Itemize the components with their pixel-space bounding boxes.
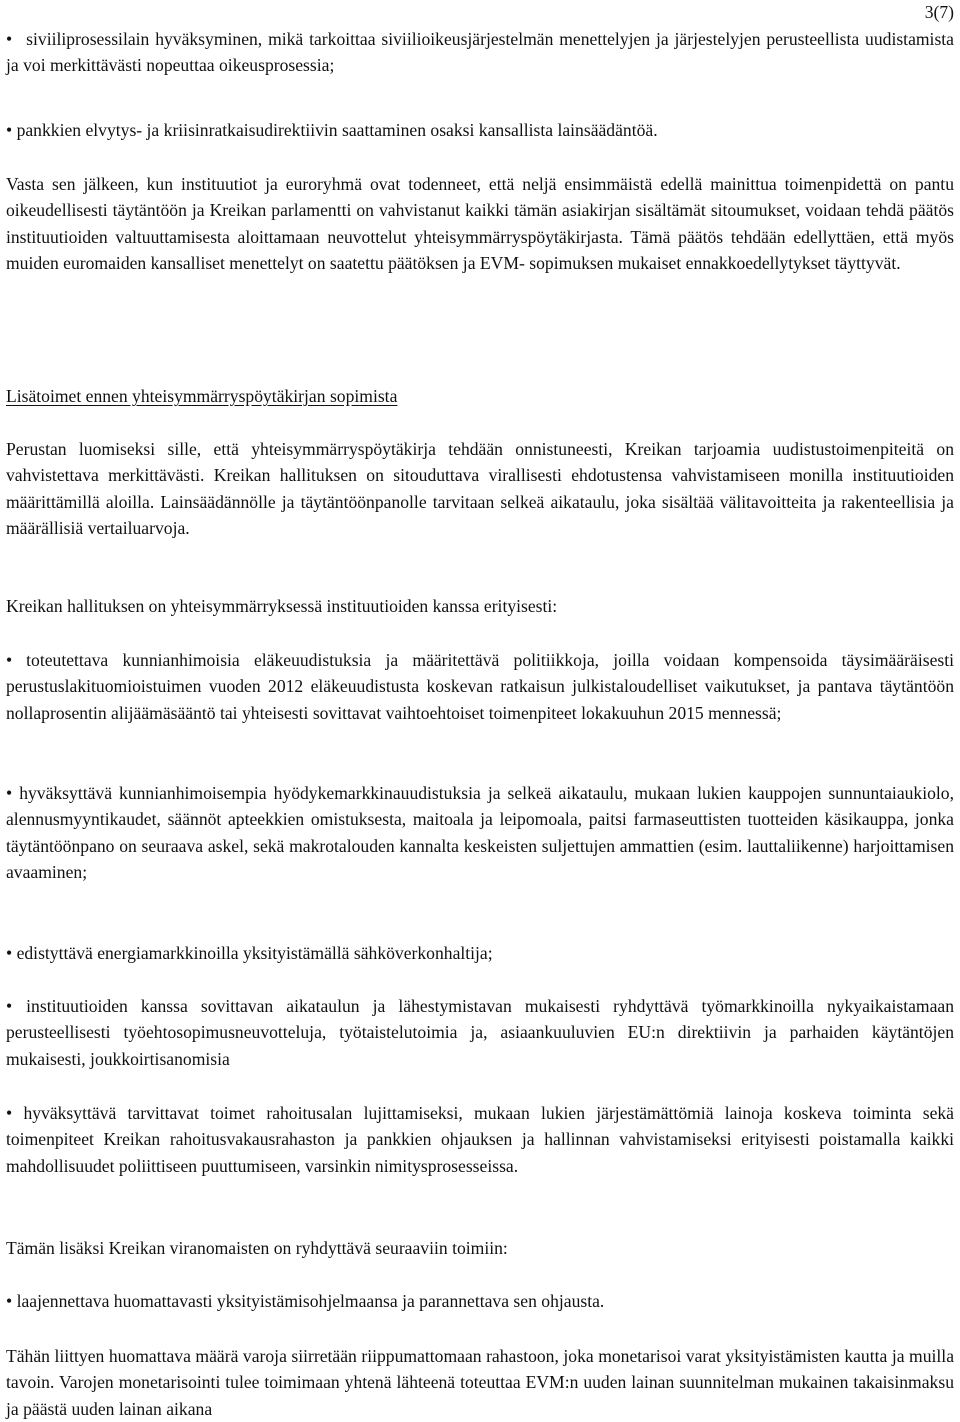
bullet-icon: •	[6, 120, 13, 140]
paragraph-conditions: Vasta sen jälkeen, kun instituutiot ja euroryhmä ovat todenneet, että neljä ensimmäistä edellä mainittua toimenpidettä on pantu oikeudellisesti täytäntöön ja Kreikan parlamentti on vahvistanut kaikki tämän asiakirjan sisältämät sitoumukset, voidaan tehdä päätös instituutioiden valtuuttamisesta aloittamaan neuvottelut yhteisymmärryspöytäkirjasta. Tämä päätös tehdään edellyttäen, että myös muiden euromaiden kansalliset menettelyt on saatettu päätöksen ja EVM- sopimuksen mukaiset ennakkoedellytykset täyttyvät.	[6, 174, 954, 274]
bullet-item-privatisation	[6, 1288, 954, 1314]
section-heading: Lisätoimet ennen yhteisymmärryspöytäkirjan sopimista	[6, 386, 398, 406]
bullet-icon: •	[6, 996, 13, 1016]
bullet-text: laajennettava huomattavasti yksityistämisohjelmaansa ja parannettava sen ohjausta.	[16, 1291, 605, 1311]
page-number: 3(7)	[924, 2, 954, 22]
bullet-text: pankkien elvytys- ja kriisinratkaisudirektiivin saattaminen osaksi kansallista lainsäädäntöä.	[16, 120, 658, 140]
bullet-item-energy-markets	[6, 940, 954, 966]
paragraph-foundation: Perustan luomiseksi sille, että yhteisymmärryspöytäkirja tehdään onnistuneesti, Kreikan tarjoamia uudistustoimenpiteitä on vahvistettava merkittävästi. Kreikan hallituksen on sitouduttava virallisesti ehdotustensa vahvistamiseen monilla instituutioiden määrittämillä aloilla. Lainsäädännölle ja täytäntöönpanolle tarvitaan selkeä aikataulu, joka sisältää välitavoitteita ja rakenteellisia ja määrällisiä vertailuarvoja.	[6, 439, 954, 539]
bullet-text: instituutioiden kanssa sovittavan aikataulun ja lähestymistavan mukaisesti ryhdyttävä työmarkkinoilla nykyaikaistamaan perusteellisesti työehtosopimusneuvotteluja, työtaistelutoimia ja, asiaankuuluvien EU:n direktiivin ja parhaiden käytäntöjen mukaisesti, joukkoirtisanomisia	[6, 996, 954, 1069]
bullet-text: hyväksyttävä kunnianhimoisempia hyödykemarkkinauudistuksia ja selkeä aikataulu, mukaan lukien kauppojen sunnuntaiaukiolo, alennusmyyntikaudet, säännöt apteekkien omistuksesta, maitoala ja leipomoala, paitsi farmaseuttisten tuotteiden käsikauppa, jonka täytäntöönpano on seuraava askel, sekä makrotalouden kannalta keskeisten suljettujen ammattien (esim. lauttaliikenne) harjoittamisen avaaminen;	[6, 783, 954, 883]
bullet-item-bank-directive	[6, 117, 954, 143]
bullet-text: hyväksyttävä tarvittavat toimet rahoitusalan lujittamiseksi, mukaan lukien järjestämättömiä lainoja koskeva toiminta sekä toimenpiteet Kreikan rahoitusvakausrahaston ja pankkien ohjauksen ja hallinnan vahvistamiseksi erityisesti poistamalla kaikki mahdollisuudet poliittiseen puuttumiseen, varsinkin nimitysprosesseissa.	[6, 1103, 954, 1176]
bullet-icon: •	[6, 29, 13, 49]
bullet-item-civil-procedure	[6, 26, 954, 79]
paragraph-government-obligations: Kreikan hallituksen on yhteisymmärryksessä instituutioiden kanssa erityisesti:	[6, 596, 558, 616]
bullet-icon: •	[6, 1291, 13, 1311]
bullet-item-product-markets	[6, 780, 954, 886]
bullet-icon: •	[6, 1103, 13, 1123]
bullet-icon: •	[6, 650, 13, 670]
bullet-text: toteutettava kunnianhimoisia eläkeuudistuksia ja määritettävä politiikkoja, joilla voidaan kompensoida täysimääräisesti perustuslakituomioistuimen vuoden 2012 eläkeuudistusta koskevan ratkaisun julkistaloudelliset vaikutukset, ja pantava täytäntöön nollaprosentin alijäämäsääntö tai yhteisesti sovittavat vaihtoehtoiset toimenpiteet lokakuuhun 2015 mennessä;	[6, 650, 954, 723]
paragraph-independent-fund: Tähän liittyen huomattava määrä varoja siirretään riippumattomaan rahastoon, joka monetarisoi varat yksityistämisten kautta ja muilla tavoin. Varojen monetarisointi tulee toimimaan yhtenä lähteenä toteuttaa EVM:n uuden lainan suunnitelman mukainen takaisinmaksu ja päästä uuden lainan aikana	[6, 1346, 954, 1419]
bullet-text: siviiliprosessilain hyväksyminen, mikä tarkoittaa siviilioikeusjärjestelmän menettelyjen ja järjestelyjen perusteellista uudistamista ja voi merkittävästi nopeuttaa oikeusprosessia;	[6, 29, 954, 76]
bullet-icon: •	[6, 943, 13, 963]
bullet-icon: •	[6, 783, 13, 803]
bullet-item-financial-sector	[6, 1100, 954, 1179]
bullet-item-labour-markets	[6, 993, 954, 1072]
paragraph-additional-actions: Tämän lisäksi Kreikan viranomaisten on ryhdyttävä seuraaviin toimiin:	[6, 1238, 508, 1258]
bullet-text: edistyttävä energiamarkkinoilla yksityistämällä sähköverkonhaltija;	[16, 943, 493, 963]
bullet-item-pension-reform	[6, 647, 954, 726]
